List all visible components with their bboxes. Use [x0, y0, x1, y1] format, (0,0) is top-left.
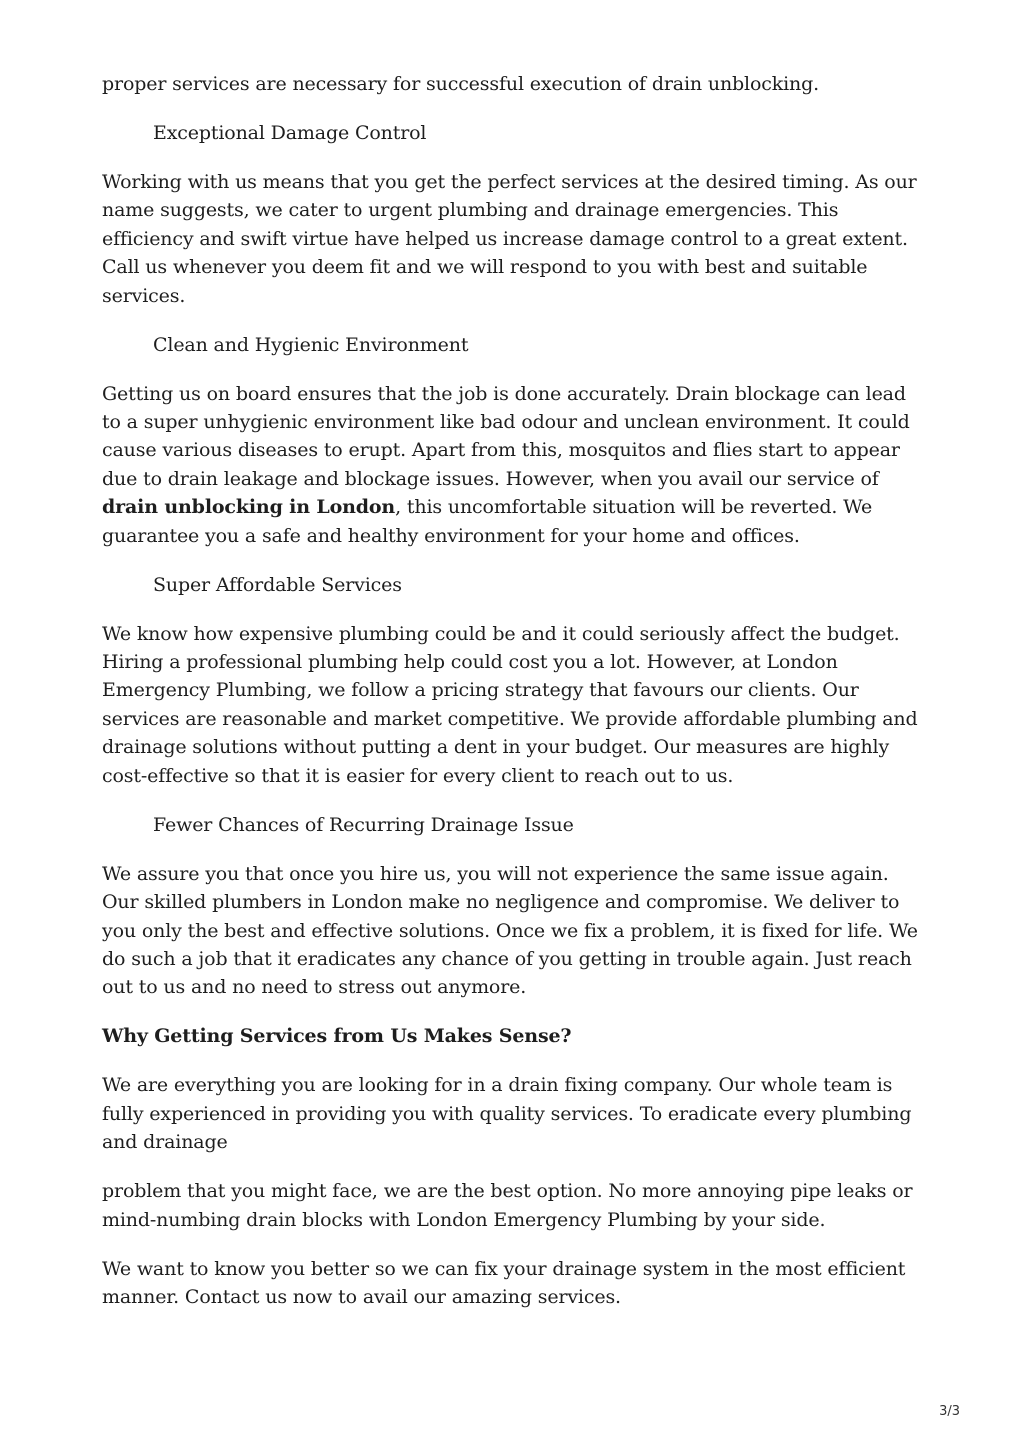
paragraph-affordable-services: We know how expensive plumbing could be and it could seriously affect the budget. Hiring a professional plumbing help could cost you a lot. However, at London Emergency Plumbing, we follow a pricing strategy that favours our clients. Our services are reasonable and market competitive. We provide affordable plumbing and drainage solutions without putting a dent in your budget. Our measures are highly cost-effective so that it is easier for every client to reach out to us.	[102, 622, 918, 787]
paragraph-damage-control: Working with us means that you get the perfect services at the desired timing. As our name suggests, we cater to urgent plumbing and drainage emergencies. This efficiency and swift virtue have helped us increase damage control to a great extent. Call us whenever you deem fit and we will respond to you with best and suitable services.	[102, 171, 917, 307]
paragraph-text-before: Getting us on board ensures that the job is done accurately. Drain blockage can lead to a super unhygienic environment like bad odour and unclean environment. It could cause various diseases to erupt. Apart from this, mosquitos and flies start to appear due to drain leakage and blockage issues. However, when you avail our service of	[102, 382, 910, 490]
subheading-affordable-services: Super Affordable Services	[153, 573, 402, 596]
page-number: 3/3	[939, 1404, 960, 1419]
document-body	[102, 70, 924, 1332]
paragraph-recurring-issue: We assure you that once you hire us, you will not experience the same issue again. Our skilled plumbers in London make no negligence and compromise. We deliver to you only the best and effective solutions. Once we fix a problem, it is fixed for life. We do such a job that it eradicates any chance of you getting in trouble again. Just reach out to us and no need to stress out anymore.	[102, 862, 918, 999]
paragraph-intro-end: proper services are necessary for successful execution of drain unblocking.	[102, 73, 820, 95]
paragraph-why-us-2: problem that you might face, we are the best option. No more annoying pipe leaks or mind-numbing drain blocks with London Emergency Plumbing by your side.	[102, 1180, 913, 1231]
subheading-hygienic-environment: Clean and Hygienic Environment	[153, 333, 469, 356]
section-heading-why-us: Why Getting Services from Us Makes Sense?	[102, 1025, 572, 1048]
paragraph-contact: We want to know you better so we can fix your drainage system in the most efficient manner. Contact us now to avail our amazing services.	[102, 1257, 906, 1308]
paragraph-text-after: , this uncomfortable situation will be reverted. We guarantee you a safe and healthy environment for your home and offices.	[102, 496, 873, 547]
subheading-damage-control: Exceptional Damage Control	[153, 122, 427, 144]
paragraph-hygienic-environment	[102, 380, 924, 550]
drain-unblocking-london-link-text: drain unblocking in London	[102, 496, 396, 519]
paragraph-why-us-1: We are everything you are looking for in a drain fixing company. Our whole team is fully experienced in providing you with quality services. To eradicate every plumbing and drainage	[102, 1074, 912, 1154]
subheading-recurring-issue: Fewer Chances of Recurring Drainage Issue	[153, 813, 574, 836]
